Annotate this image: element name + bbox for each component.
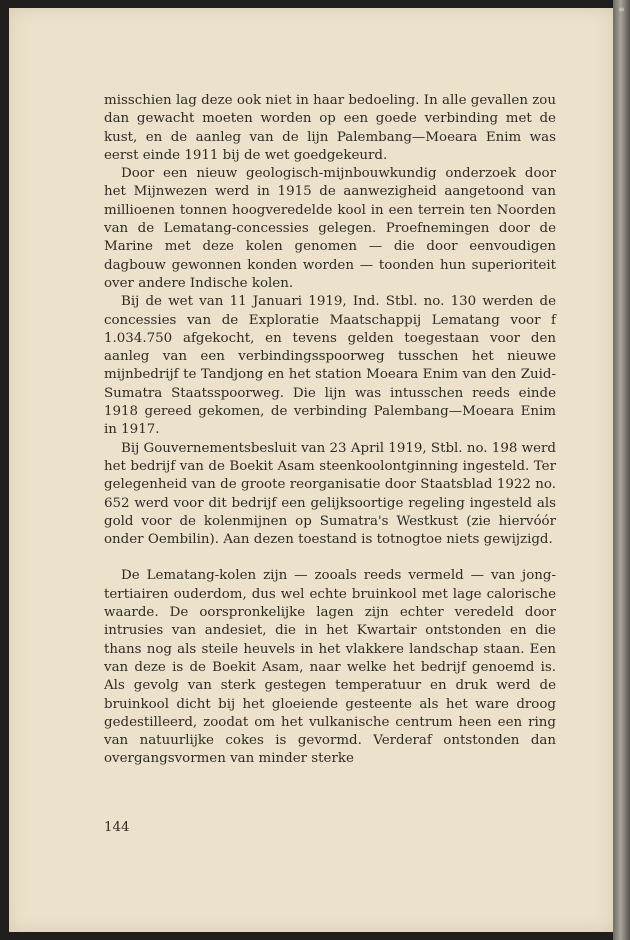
paragraph-gouvernementsbesluit: Bij Gouvernementsbesluit van 23 April 1919, Stbl. no. 198 werd het bedrijf van de Boekit Asam steenkoolontginning ingesteld. Ter gelegenheid van de groote reorganisatie door Staatsblad 1922 no. 652 werd voor dit bedrijf een gelijksoortige regeling ingesteld als gold voor de kolenmijnen op Sumatra's Westkust (zie hiervóór onder Oembilin). Aan dezen toestand is totnogtoe niets gewijzigd.	[104, 440, 556, 548]
paragraph-lematang-kolen: De Lematang-kolen zijn — zooals reeds vermeld — van jong-tertiairen ouderdom, dus wel echte bruinkool met lage calorische waarde. De oorspronkelijke lagen zijn echter veredeld door intrusies van andesiet, die in het Kwartair ontstonden en die thans nog als steile heuvels in het vlakkere landschap staan. Een van deze is de Boekit Asam, naar welke het bedrijf genoemd is. Als gevolg van sterk gestegen temperatuur en druk werd de bruinkool dicht bij het gloeiende gesteente als het ware droog gedestilleerd, zoodat om het vulkanische centrum heen een ring van natuurlijke cokes is gevormd. Verderaf ontstonden dan overgangsvormen van minder sterke	[104, 568, 556, 767]
book-spine-edge	[613, 0, 630, 940]
page-body-text	[104, 92, 556, 769]
paragraph-wet-1919: Bij de wet van 11 Januari 1919, Ind. Stbl. no. 130 werden de concessies van de Exploratie Maatschappij Lematang voor f 1.034.750 afgekocht, en tevens gelden toegestaan voor den aanleg van een verbindingsspoorweg tusschen het nieuwe mijnbedrijf te Tandjong en het station Moeara Enim van den Zuid-Sumatra Staatsspoorweg. Die lijn was intusschen reeds einde 1918 gereed gekomen, de verbinding Palembang—Moeara Enim in 1917.	[104, 294, 556, 438]
spine-mark-icon: ≡	[618, 5, 625, 14]
paragraph-mijnwezen: Door een nieuw geologisch-mijnbouwkundig onderzoek door het Mijnwezen werd in 1915 de aanwezigheid aangetoond van millioenen tonnen hoogveredelde kool in een terrein ten Noorden van de Lematang-concessies gelegen. Proefnemingen door de Marine met deze kolen genomen — die door eenvoudigen dagbouw gewonnen konden worden — toonden hun superioriteit over andere Indische kolen.	[104, 166, 556, 291]
paragraph-continuation: misschien lag deze ook niet in haar bedoeling. In alle gevallen zou dan gewacht moeten worden op een goede verbinding met de kust, en de aanleg van de lijn Palembang—Moeara Enim was eerst einde 1911 bij de wet goedgekeurd.	[104, 93, 556, 163]
section-gap	[104, 549, 556, 567]
page-number: 144	[104, 820, 130, 835]
